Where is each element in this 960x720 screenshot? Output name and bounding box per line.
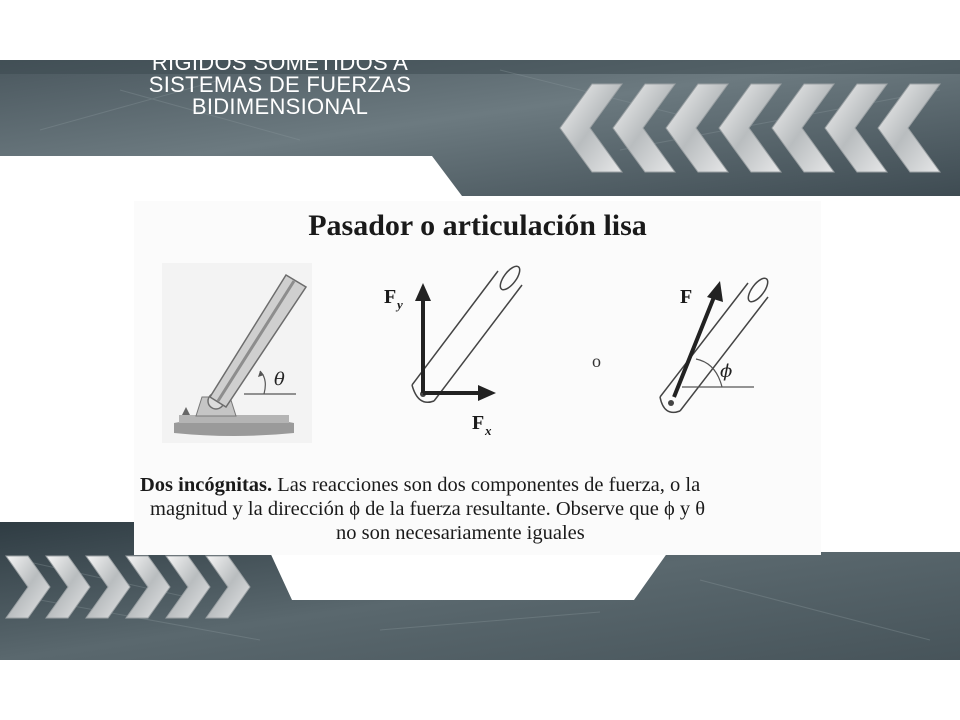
caption-line-1-rest: Las reacciones son dos componentes de fuerza, o la — [272, 474, 701, 496]
angle-theta-label: θ — [274, 369, 285, 390]
resultant-force-label: F — [680, 286, 693, 308]
force-x-subscript: x — [485, 423, 492, 438]
pin-support-diagrams — [134, 201, 821, 471]
resultant-force-diagram — [660, 275, 771, 412]
force-y-label: F — [384, 286, 397, 308]
figure-heading: Pasador o articulación lisa — [308, 209, 647, 242]
title-line-1: SOPORTES PARA CUERPOS — [126, 28, 434, 53]
caption-bold-lead: Dos incógnitas. — [140, 474, 273, 496]
slide-title — [40, 28, 520, 154]
title-line-3: SISTEMAS DE FUERZAS — [148, 72, 412, 97]
angle-phi-label: ϕ — [720, 361, 733, 382]
figure-panel — [134, 201, 821, 555]
pin-support-photo — [162, 263, 312, 443]
component-forces-diagram — [384, 263, 523, 438]
caption-line-1 — [140, 473, 815, 497]
or-label: o — [592, 351, 601, 371]
force-x-label: F — [472, 412, 485, 434]
caption-line-2: magnitud y la dirección ϕ de la fuerza resultante. Observe que ϕ y θ — [150, 498, 706, 520]
force-y-subscript: y — [397, 297, 403, 312]
title-line-4: BIDIMENSIONAL — [191, 94, 369, 119]
title-line-2: RIGIDOS SOMETIDOS A — [151, 50, 409, 75]
figure-caption — [140, 473, 815, 545]
caption-line-3: no son necesariamente iguales — [336, 522, 585, 544]
